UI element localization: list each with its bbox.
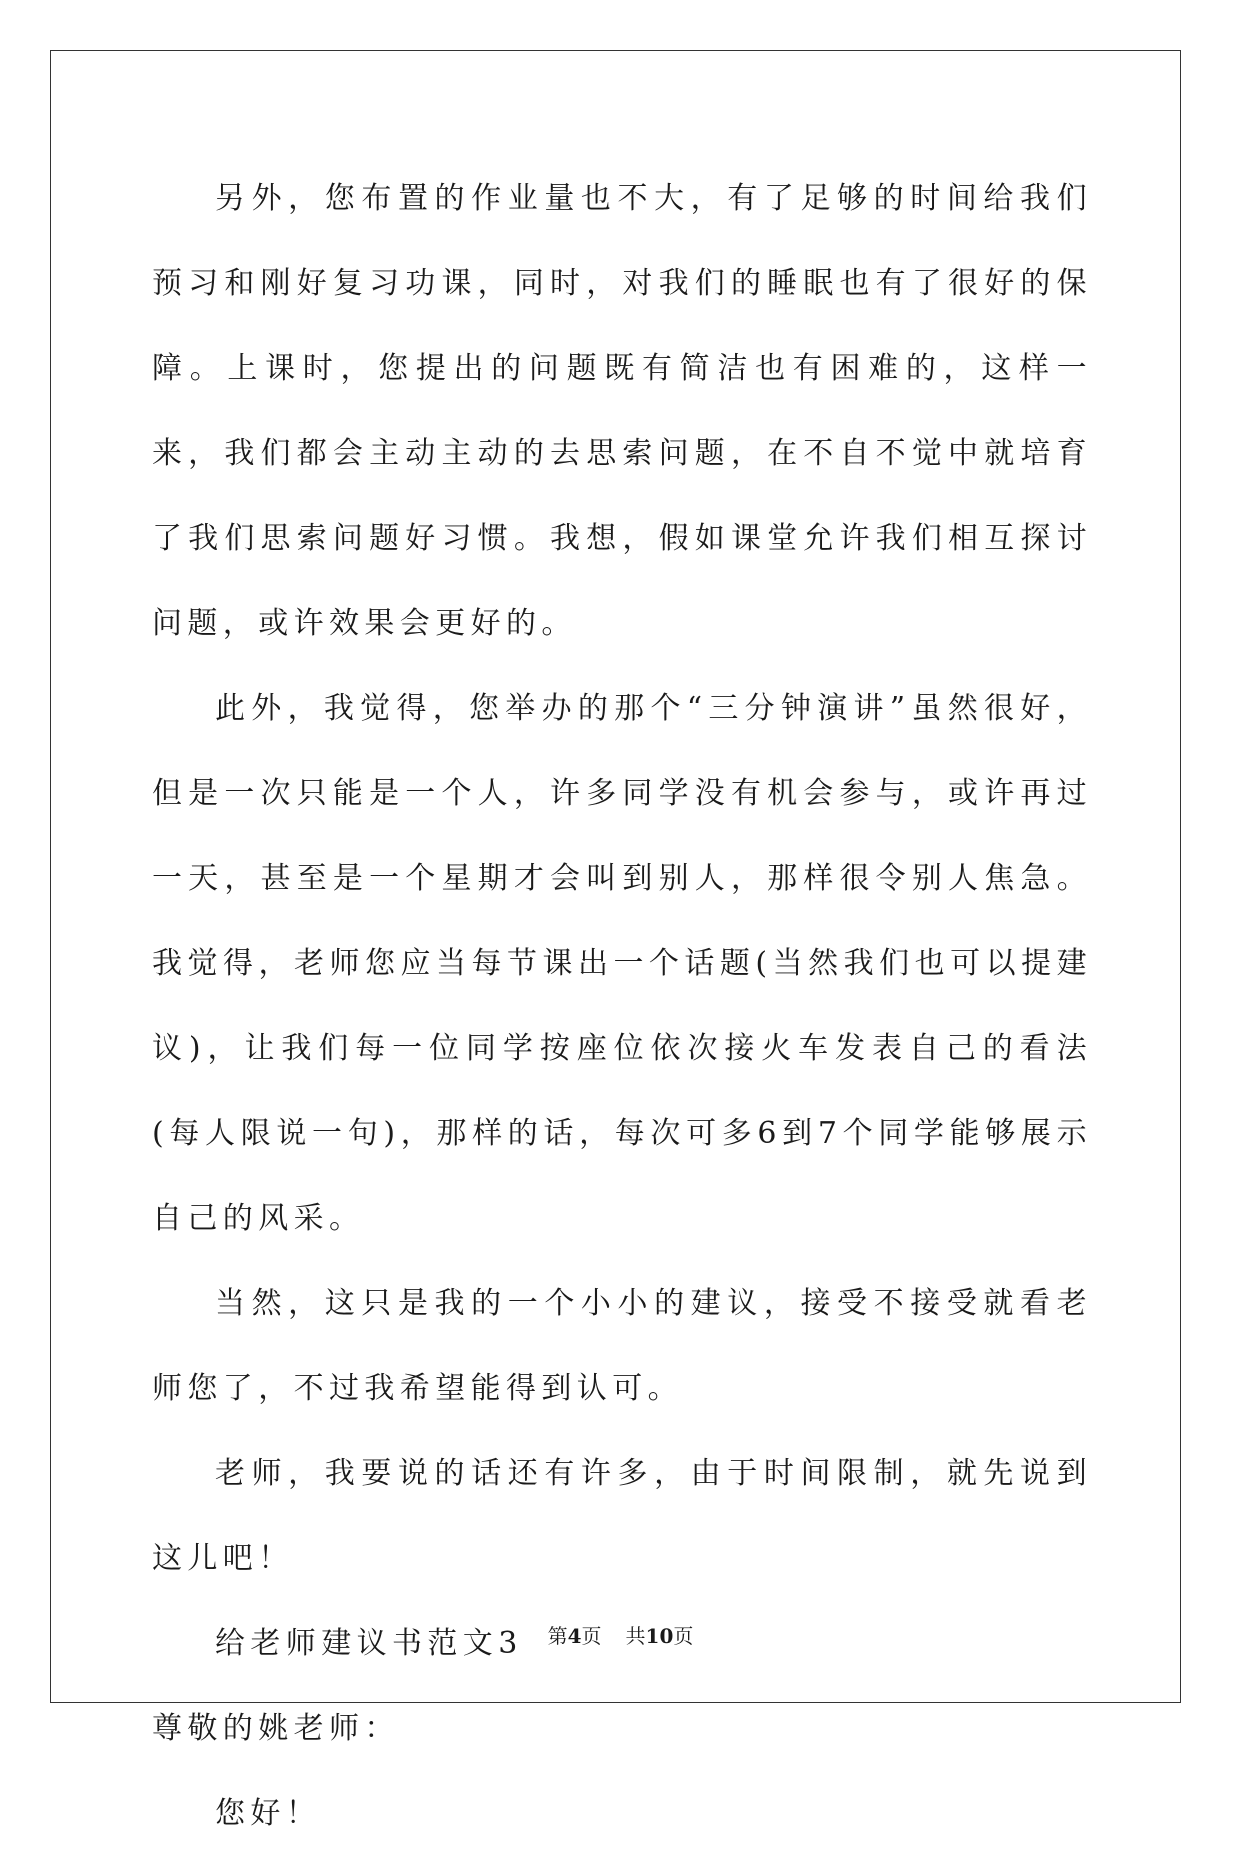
greeting: 您好！ [215, 1796, 322, 1831]
page-footer [0, 1620, 1241, 1649]
paragraph-suggestion: 当然，这只是我的一个小小的建议，接受不接受就看老师您了，不过我希望能得到认可。 [152, 1286, 1092, 1406]
page-number: 4 [567, 1624, 582, 1648]
salutation: 尊敬的姚老师： [152, 1711, 400, 1746]
paragraph-speech: 此外，我觉得，您举办的那个“三分钟演讲”虽然很好，但是一次只能是一个人，许多同学没有机会参与，或许再过一天，甚至是一个星期才会叫到别人，那样很令别人焦急。我觉得，老师您应当每节课出一个话题(当然我们也可以提建议)，让我们每一位同学按座位依次接火车发表自己的看法(每人限说一句)，那样的话，每次可多6到7个同学能够展示自己的风采。 [152, 691, 1092, 1236]
section-heading: 给老师建议书范文3 [215, 1626, 523, 1661]
footer-page-suffix: 页 [581, 1624, 602, 1648]
footer-total-suffix: 页 [673, 1624, 694, 1648]
footer-total-prefix: 共 [625, 1624, 646, 1648]
document-body [152, 156, 1092, 1856]
footer-prefix: 第 [547, 1624, 568, 1648]
total-pages: 10 [645, 1624, 674, 1648]
paragraph-closing: 老师，我要说的话还有许多，由于时间限制，就先说到这儿吧！ [152, 1456, 1092, 1576]
paragraph-homework: 另外，您布置的作业量也不大，有了足够的时间给我们预习和刚好复习功课，同时，对我们的睡眠也有了很好的保障。上课时，您提出的问题既有简洁也有困难的，这样一来，我们都会主动主动的去思索问题，在不自不觉中就培育了我们思索问题好习惯。我想，假如课堂允许我们相互探讨问题，或许效果会更好的。 [152, 181, 1092, 641]
